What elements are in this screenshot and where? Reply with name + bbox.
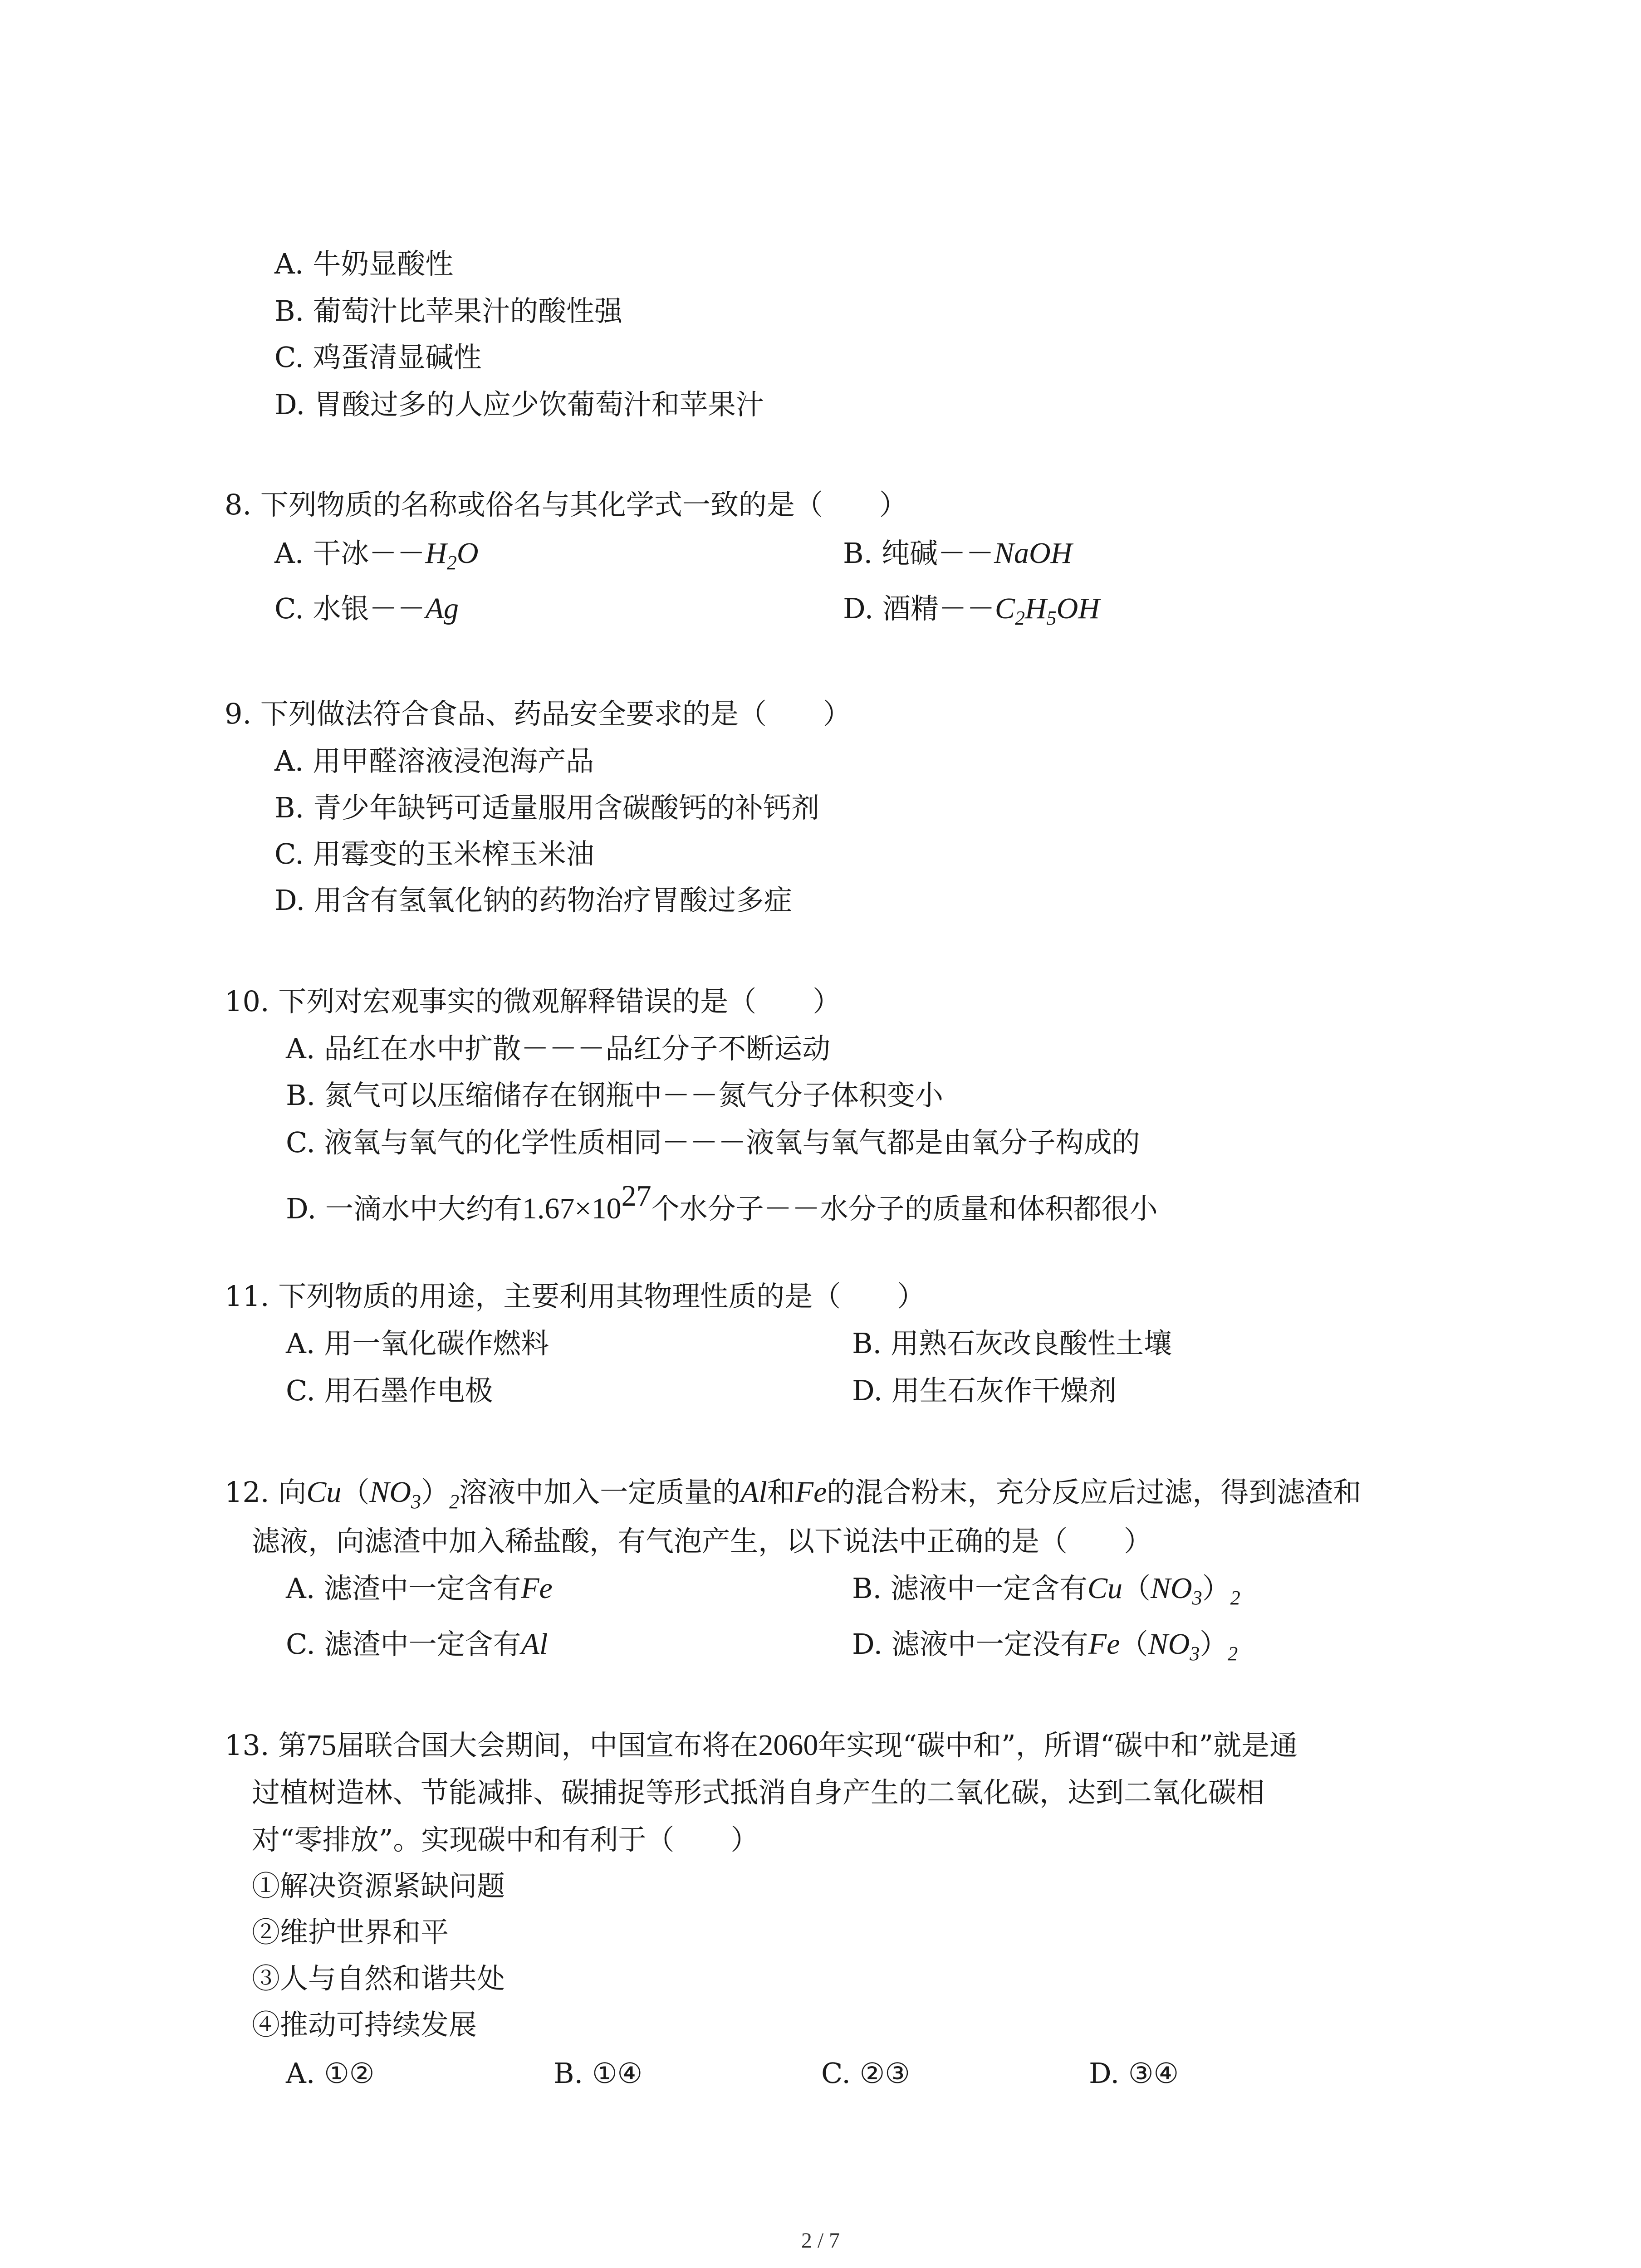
- q7-option-c: C. 鸡蛋清显碱性: [274, 341, 482, 374]
- q13-option-a: A. ①②: [286, 2057, 375, 2090]
- q13-stem-line2: 过植树造林、节能减排、碳捕捉等形式抵消自身产生的二氧化碳，达到二氧化碳相: [252, 1776, 1265, 1809]
- q10-option-b: B. 氮气可以压缩储存在钢瓶中－－氮气分子体积变小: [286, 1079, 943, 1112]
- q13-item-4: ④推动可持续发展: [252, 2008, 477, 2041]
- q8-stem: 8. 下列物质的名称或俗名与其化学式一致的是（ ）: [225, 488, 907, 521]
- q12-option-c: C. 滤渣中一定含有Al: [286, 1628, 548, 1661]
- q13-option-c: C. ②③: [821, 2057, 910, 2090]
- q13-stem-line3: 对“零排放”。实现碳中和有利于（ ）: [252, 1823, 759, 1856]
- q10-option-a: A. 品红在水中扩散－－－品红分子不断运动: [286, 1032, 831, 1065]
- q8-option-c: C. 水银－－Ag: [274, 592, 459, 625]
- q13-option-b: B. ①④: [554, 2057, 643, 2090]
- q13-item-1: ①解决资源紧缺问题: [252, 1869, 505, 1902]
- q12-stem-line1: 12. 向$Cu(NO_3)_2$溶液中加入一定质量的Al和Fe的混合粉末，充分反应后过滤，得到滤渣和: [225, 1476, 1362, 1513]
- q12-option-b: B. 滤液中一定含有$Cu(NO_3)_2$: [852, 1572, 1240, 1609]
- q8-option-d: D. 酒精$--C_2H_5OH$: [843, 592, 1100, 629]
- page-number: 2 / 7: [801, 2229, 840, 2253]
- q7-option-a: A. 牛奶显酸性: [274, 247, 454, 280]
- q11-option-b: B. 用熟石灰改良酸性土壤: [852, 1327, 1172, 1360]
- q12-option-a: A. 滤渣中一定含有Fe: [286, 1572, 553, 1605]
- q9-stem: 9. 下列做法符合食品、药品安全要求的是（ ）: [225, 697, 851, 730]
- q11-option-d: D. 用生石灰作干燥剂: [852, 1374, 1117, 1407]
- q12-option-d: D. 滤液中一定没有$Fe(NO_3)_2$: [852, 1628, 1238, 1665]
- q10-stem: 10. 下列对宏观事实的微观解释错误的是（ ）: [225, 985, 841, 1018]
- q9-option-d: D. 用含有氢氧化钠的药物治疗胃酸过多症: [274, 884, 792, 917]
- q13-item-3: ③人与自然和谐共处: [252, 1962, 505, 1995]
- q13-option-d: D. ③④: [1089, 2057, 1179, 2090]
- q10-option-d: D. 一滴水中大约有1.67×1027个水分子－－水分子的质量和体积都很小: [286, 1179, 1158, 1225]
- q9-option-b: B. 青少年缺钙可适量服用含碳酸钙的补钙剂: [274, 791, 819, 824]
- q7-option-d: D. 胃酸过多的人应少饮葡萄汁和苹果汁: [274, 388, 764, 421]
- q11-option-a: A. 用一氧化碳作燃料: [286, 1327, 549, 1360]
- q9-option-a: A. 用甲醛溶液浸泡海产品: [274, 744, 594, 777]
- q10-option-c: C. 液氧与氧气的化学性质相同－－－液氧与氧气都是由氧分子构成的: [286, 1126, 1140, 1159]
- q9-option-c: C. 用霉变的玉米榨玉米油: [274, 837, 594, 870]
- q8-option-b: B. 纯碱－－NaOH: [843, 537, 1073, 570]
- q8-option-a: A. 干冰$--H_2O$: [274, 537, 479, 574]
- q7-option-b: B. 葡萄汁比苹果汁的酸性强: [274, 294, 622, 327]
- q11-option-c: C. 用石墨作电极: [286, 1374, 493, 1407]
- q11-stem: 11. 下列物质的用途，主要利用其物理性质的是（ ）: [225, 1280, 926, 1313]
- q12-stem-line2: 滤液，向滤渣中加入稀盐酸，有气泡产生，以下说法中正确的是（ ）: [252, 1525, 1152, 1558]
- q13-item-2: ②维护世界和平: [252, 1916, 449, 1949]
- q13-stem-line1: 13. 第75届联合国大会期间，中国宣布将在2060年实现“碳中和”，所谓“碳中和”就是通: [225, 1729, 1298, 1762]
